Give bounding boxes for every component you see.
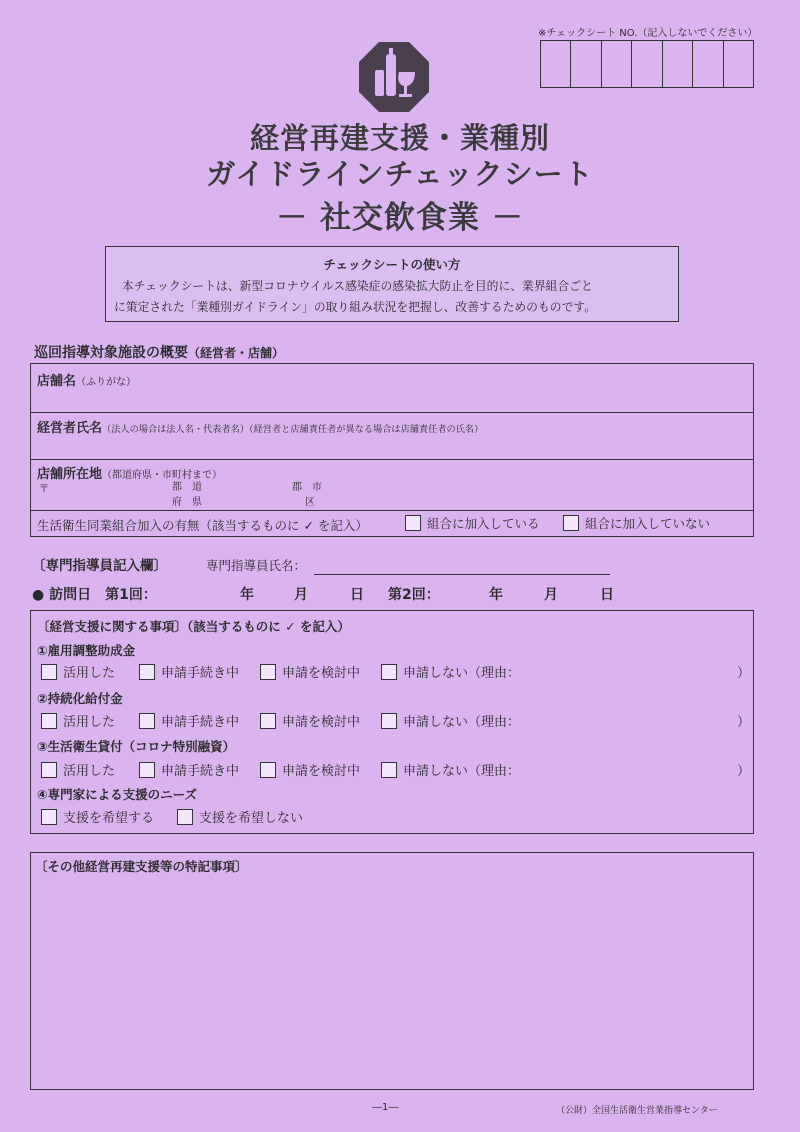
check-number-cell [632, 41, 662, 87]
option-used[interactable] [41, 711, 115, 730]
overview-table [30, 363, 754, 537]
visit-date-row [32, 584, 732, 604]
option-label: 申請を検討中 [282, 666, 361, 681]
overview-heading [34, 342, 284, 362]
support-section-1-options [41, 662, 751, 681]
visit2-month[interactable]: 月 [544, 587, 558, 603]
visit1-month[interactable]: 月 [294, 587, 308, 603]
page-number: ―1― [372, 1102, 399, 1113]
manager-note: （法人の場合は法人名・代表者名）（経営者と店舗責任者が異なる場合は店舗責任者の氏名） [102, 424, 484, 435]
option-used[interactable] [41, 662, 115, 681]
title-line1: 経営再建支援・業種別 [249, 121, 550, 155]
notes-heading: 〔その他経営再建支援等の特記事項〕 [35, 859, 248, 874]
support-section-3-title: ③生活衛生貸付（コロナ特別融資） [37, 739, 236, 754]
checkbox[interactable] [381, 713, 397, 729]
to-do-label: 都 道 [172, 482, 202, 493]
address-label: 店舗所在地 [37, 467, 103, 482]
option-label: 支援を希望する [63, 811, 155, 826]
checkbox[interactable] [139, 762, 155, 778]
checkbox[interactable] [41, 713, 57, 729]
reason-close-paren: ） [737, 715, 751, 730]
postal-mark: 〒 [39, 484, 49, 495]
option-not-applying[interactable] [381, 711, 520, 730]
option-not-applying[interactable] [381, 760, 520, 779]
howto-body-line1: 本チェックシートは、新型コロナウイルス感染症の感染拡大防止を目的に、業界組合ごと [122, 279, 593, 293]
option-label: 申請手続き中 [161, 764, 240, 779]
checkbox[interactable] [260, 762, 276, 778]
support-section-1-title: ①雇用調整助成金 [37, 643, 136, 658]
checkbox[interactable] [381, 762, 397, 778]
union-row [37, 514, 747, 534]
ku-label: 区 [305, 497, 315, 508]
glasses-octagon-icon [357, 40, 431, 114]
title-line2: ガイドラインチェックシート [206, 157, 594, 191]
checkbox[interactable] [260, 713, 276, 729]
check-number-cell [602, 41, 632, 87]
checkbox[interactable] [41, 664, 57, 680]
howto-box [105, 246, 679, 322]
overview-heading-text: 巡回指導対象施設の概要 [34, 345, 188, 361]
union-label: 生活衛生同業組合加入の有無（該当するものに ✓ を記入） [37, 518, 368, 533]
support-section-3-options [41, 760, 751, 779]
option-not-applying[interactable] [381, 662, 520, 681]
advisor-name-label: 専門指導員氏名： [206, 558, 307, 573]
option-applying[interactable] [139, 760, 239, 779]
store-name-row[interactable] [37, 370, 747, 408]
store-name-note: （ふりがな） [76, 377, 137, 388]
option-considering[interactable] [260, 711, 360, 730]
visit1-year[interactable]: 年 [240, 587, 254, 603]
reason-close-paren: ） [737, 764, 751, 779]
option-considering[interactable] [260, 662, 360, 681]
option-label: 申請手続き中 [161, 715, 240, 730]
option-label: 活用した [63, 666, 116, 681]
howto-body-line2: に策定された「業種別ガイドライン」の取り組み状況を把握し、改善するためのものです。 [114, 300, 597, 314]
notes-box[interactable] [30, 852, 754, 1090]
address-note: （都道府県・市町村まで） [102, 470, 223, 481]
check-number-cell [693, 41, 723, 87]
address-row[interactable] [37, 463, 747, 507]
check-number-cell [571, 41, 601, 87]
option-label: 申請手続き中 [161, 666, 240, 681]
option-label: 申請しない（理由： [403, 666, 521, 681]
reason-close-paren: ） [737, 666, 751, 681]
union-yes-label: 組合に加入している [427, 516, 540, 531]
visit2-day[interactable]: 日 [600, 587, 614, 603]
support-section-4-title: ④専門家による支援のニーズ [37, 787, 197, 802]
union-no-label: 組合に加入していない [585, 516, 711, 531]
option-label: 活用した [63, 715, 116, 730]
check-number-cell [541, 41, 571, 87]
checkbox[interactable] [260, 664, 276, 680]
fu-ken-label: 府 県 [172, 497, 202, 508]
support-section-2-title: ②持続化給付金 [37, 691, 123, 706]
howto-heading: チェックシートの使い方 [323, 257, 461, 272]
check-number-box[interactable] [540, 40, 754, 88]
advisor-name-field[interactable] [314, 574, 610, 575]
check-number-label: ※チェックシート NO.（記入しないでください） [538, 28, 758, 39]
support-section-2-options [41, 711, 751, 730]
option-applying[interactable] [139, 711, 239, 730]
option-want-support[interactable] [41, 807, 154, 826]
option-label: 申請を検討中 [282, 764, 361, 779]
visit-second-label: 第2回： [388, 587, 440, 603]
check-number-cell [663, 41, 693, 87]
union-yes-option[interactable] [405, 514, 540, 532]
option-label: 申請しない（理由： [403, 715, 521, 730]
manager-label: 経営者氏名 [37, 421, 103, 436]
title-line3: － 社交飲食業 － [276, 200, 524, 236]
option-used[interactable] [41, 760, 115, 779]
option-no-support[interactable] [177, 807, 303, 826]
support-box [30, 610, 754, 834]
checkbox[interactable] [381, 664, 397, 680]
option-label: 申請を検討中 [282, 715, 361, 730]
union-no-option[interactable] [563, 514, 710, 532]
checkbox[interactable] [139, 713, 155, 729]
visit2-year[interactable]: 年 [489, 587, 503, 603]
option-considering[interactable] [260, 760, 360, 779]
checkbox[interactable] [177, 809, 193, 825]
checkbox[interactable] [139, 664, 155, 680]
support-section-4-options [41, 807, 441, 825]
advisor-heading: 〔専門指導員記入欄〕 [32, 558, 167, 574]
checkbox[interactable] [405, 515, 421, 531]
option-label: 活用した [63, 764, 116, 779]
checkbox[interactable] [41, 762, 57, 778]
gun-shi-label: 郡 市 [292, 482, 322, 493]
visit1-day[interactable]: 日 [350, 587, 364, 603]
option-label: 申請しない（理由： [403, 764, 521, 779]
checkbox[interactable] [563, 515, 579, 531]
check-number-cell [724, 41, 753, 87]
option-label: 支援を希望しない [199, 811, 304, 826]
visit-first-label: ● 訪問日 第1回： [32, 587, 157, 603]
option-applying[interactable] [139, 662, 239, 681]
support-heading: 〔経営支援に関する事項〕（該当するものに ✓ を記入） [37, 619, 350, 634]
checkbox[interactable] [41, 809, 57, 825]
footer-org: （公財）全国生活衛生営業指導センター [556, 1106, 718, 1116]
manager-row[interactable] [37, 417, 747, 455]
store-name-label: 店舗名 [37, 374, 77, 389]
overview-heading-sub: （経営者・店舗） [188, 346, 285, 360]
